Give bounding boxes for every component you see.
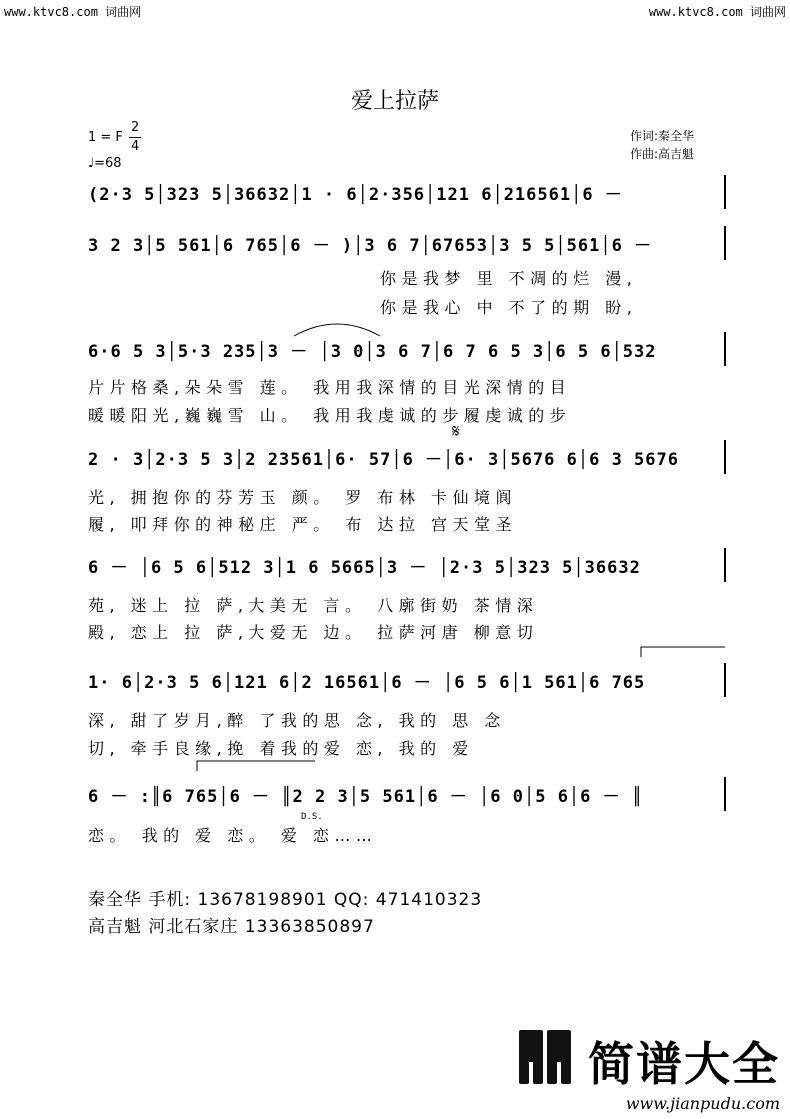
- brand-logo: [517, 1028, 780, 1113]
- lyric-line: 光, 拥抱你的芬芳玉 颜。 罗 布林 卡仙境阆: [88, 488, 518, 507]
- lyric-line: 深, 甜了岁月,醉 了我的思 念, 我的 思 念: [88, 711, 506, 730]
- time-signature-top: 2: [131, 120, 140, 135]
- key-signature: 1 = F: [88, 130, 123, 145]
- composer-credit: 作曲:高吉魁: [630, 147, 695, 161]
- contact-composer: 高吉魁 河北石家庄 13363850897: [88, 917, 375, 937]
- final-barline: [724, 777, 726, 811]
- tempo-marking: ♩=68: [88, 156, 122, 171]
- first-ending-bracket: [640, 646, 726, 658]
- notation-row-7: 6 － :║6 765│6 － ║2 2 3│5 561│6 － │6 0│5 6│6 － ║: [88, 787, 644, 807]
- lyric-line: 你是我心 中 不了的期 盼,: [380, 298, 638, 317]
- site-watermark-right: www.ktvc8.com 词曲网: [648, 5, 786, 19]
- song-title: 爱上拉萨: [350, 89, 439, 114]
- row-end-barline: [724, 440, 726, 474]
- lyricist-credit: 作词:秦全华: [630, 129, 695, 143]
- notation-row-3: 6·6 5 3│5·3 235│3 － │3 0│3 6 7│6 7 6 5 3│6 5 6│532: [88, 342, 657, 362]
- brand-name: 简谱大全: [588, 1037, 780, 1091]
- row-end-barline: [724, 548, 726, 582]
- lyric-line: 殿, 恋上 拉 萨,大爱无 边。 拉萨河唐 柳意切: [88, 623, 539, 642]
- row-end-barline: [724, 226, 726, 260]
- lyric-line: 苑, 迷上 拉 萨,大美无 言。 八廓街奶 茶情深: [88, 596, 539, 615]
- notation-row-6: 1· 6│2·3 5 6│121 6│2 16561│6 － │6 5 6│1 561│6 765: [88, 673, 646, 693]
- slur-arc: [292, 318, 382, 338]
- notation-row-2: 3 2 3│5 561│6 765│6 － )│3 6 7│67653│3 5 5│56̇1│6 －: [88, 236, 653, 256]
- contact-lyricist: 秦全华 手机: 13678198901 QQ: 471410323: [88, 890, 483, 910]
- ds-marking: D.S.: [301, 812, 323, 822]
- site-watermark-left: www.ktvc8.com 词曲网: [4, 5, 142, 19]
- row-end-barline: [724, 663, 726, 697]
- lyric-line: 暖暖阳光,巍巍雪 山。 我用我虔诚的步履虔诚的步: [88, 406, 572, 425]
- lyric-line: 履, 叩拜你的神秘庄 严。 布 达拉 宫天堂圣: [88, 515, 518, 534]
- brand-url: www.jianpudu.com: [625, 1094, 780, 1113]
- segno-sign: 𝄋: [452, 421, 460, 442]
- row-end-barline: [724, 332, 726, 366]
- piano-keys-icon: [517, 1028, 577, 1086]
- second-ending-bracket: [196, 760, 316, 772]
- lyric-line: 片片格桑,朵朵雪 莲。 我用我深情的目光深情的目: [88, 378, 572, 397]
- notation-row-4: 2 · 3│2·3 5 3│2 23561│6· 57│6 －│6· 3│5676 6│6 3 5676: [88, 450, 679, 470]
- notation-row-1: (2·3 5│323 5│36632│1 · 6│2·356│121 6│2̇1656̇1│6 －: [88, 185, 623, 205]
- lyric-line: 切, 牵手良缘,挽 着我的爱 恋, 我的 爱: [88, 739, 474, 758]
- lyric-line: 恋。 我的 爱 恋。 爱 恋……: [88, 826, 378, 845]
- time-signature-bottom: 4: [131, 139, 140, 154]
- row-end-barline: [724, 175, 726, 209]
- lyric-line: 你是我梦 里 不凋的烂 漫,: [380, 269, 638, 288]
- time-signature-line: [129, 137, 141, 138]
- notation-row-5: 6 － │6 5 6│512 3│1 6 5665│3 － │2·3 5│323 5│36632: [88, 558, 641, 578]
